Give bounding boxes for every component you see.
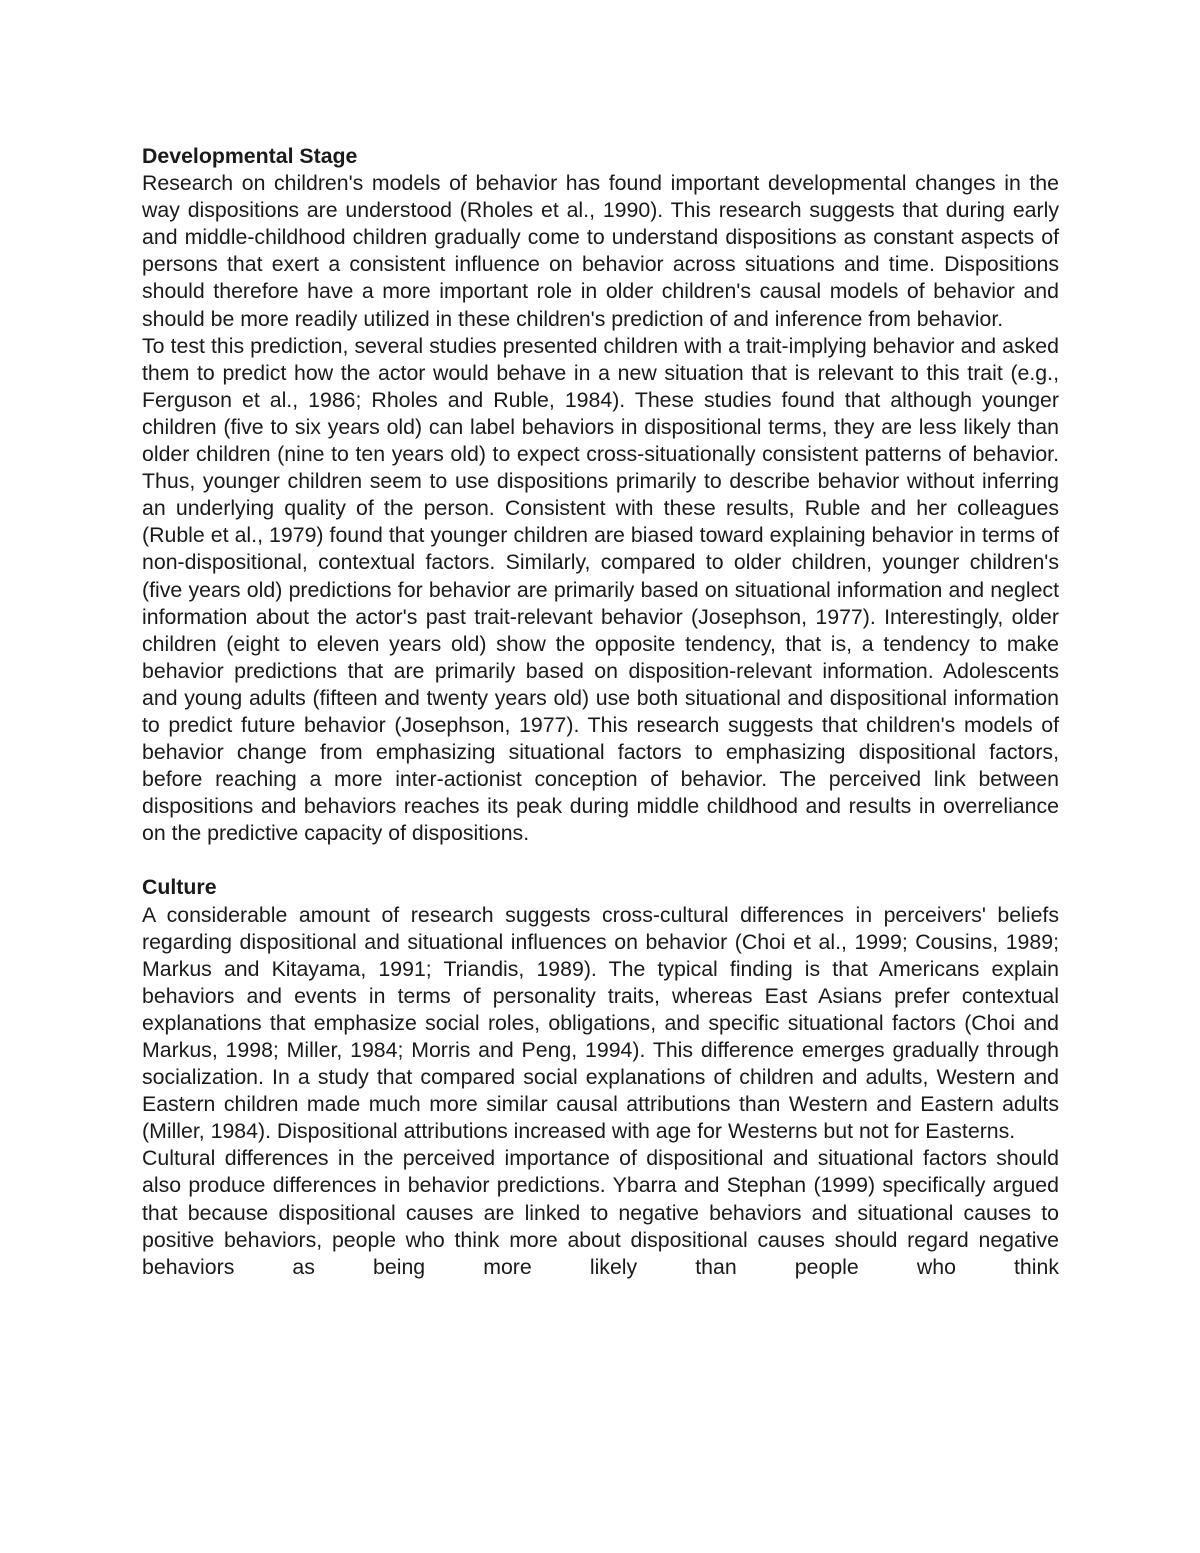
document-page bbox=[142, 143, 1059, 1281]
section-developmental-stage bbox=[142, 143, 1059, 847]
paragraph: To test this prediction, several studies presented children with a trait-implying behavior and asked them to predict how the actor would behave in a new situation that is relevant to this trait (e.g., Ferguson et al., 1986; Rholes and Ruble, 1984). These studies found that although younger children (five to six years old) can label behaviors in dispositional terms, they are less likely than older children (nine to ten years old) to expect cross-situationally consistent patterns of behavior. Thus, younger children seem to use dispositions primarily to describe behavior without inferring an underlying quality of the person. Consistent with these results, Ruble and her colleagues (Ruble et al., 1979) found that younger children are biased toward explaining behavior in terms of non-dispositional, contextual factors. Similarly, compared to older children, younger children's (five years old) predictions for behavior are primarily based on situational information and neglect information about the actor's past trait-relevant behavior (Josephson, 1977). Interestingly, older children (eight to eleven years old) show the opposite tendency, that is, a tendency to make behavior predictions that are primarily based on disposition-relevant information. Adolescents and young adults (fifteen and twenty years old) use both situational and dispositional information to predict future behavior (Josephson, 1977). This research suggests that children's models of behavior change from emphasizing situational factors to emphasizing dispositional factors, before reaching a more inter-actionist conception of behavior. The perceived link between dispositions and behaviors reaches its peak during middle childhood and results in overreliance on the predictive capacity of dispositions. bbox=[142, 333, 1059, 846]
section-heading: Developmental Stage bbox=[142, 144, 358, 168]
paragraph: Cultural differences in the perceived importance of dispositional and situational factors should also produce differences in behavior predictions. Ybarra and Stephan (1999) specifically argued that because dispositional causes are linked to negative behaviors and situational causes to positive behaviors, people who think more about dispositional causes should regard negative behaviors as being more likely than people who think bbox=[142, 1146, 1059, 1279]
section-heading: Culture bbox=[142, 875, 217, 900]
section-spacer bbox=[142, 847, 1059, 874]
paragraph: Research on children's models of behavior has found important developmental changes in the way dispositions are understood (Rholes et al., 1990). This research suggests that during early and middle-childhood children gradually come to understand dispositions as constant aspects of persons that exert a consistent influence on behavior across situations and time. Dispositions should therefore have a more important role in older children's causal models of behavior and should be more readily utilized in these children's prediction of and inference from behavior. bbox=[142, 171, 1059, 331]
section-culture bbox=[142, 874, 1059, 1280]
paragraph: A considerable amount of research suggests cross-cultural differences in perceivers' beliefs regarding dispositional and situational influences on behavior (Choi et al., 1999; Cousins, 1989; Markus and Kitayama, 1991; Triandis, 1989). The typical finding is that Americans explain behaviors and events in terms of personality traits, whereas East Asians prefer contextual explanations that emphasize social roles, obligations, and specific situational factors (Choi and Markus, 1998; Miller, 1984; Morris and Peng, 1994). This difference emerges gradually through socialization. In a study that compared social explanations of children and adults, Western and Eastern children made much more similar causal attributions than Western and Eastern adults (Miller, 1984). Dispositional attributions increased with age for Westerns but not for Easterns. bbox=[142, 902, 1059, 1144]
